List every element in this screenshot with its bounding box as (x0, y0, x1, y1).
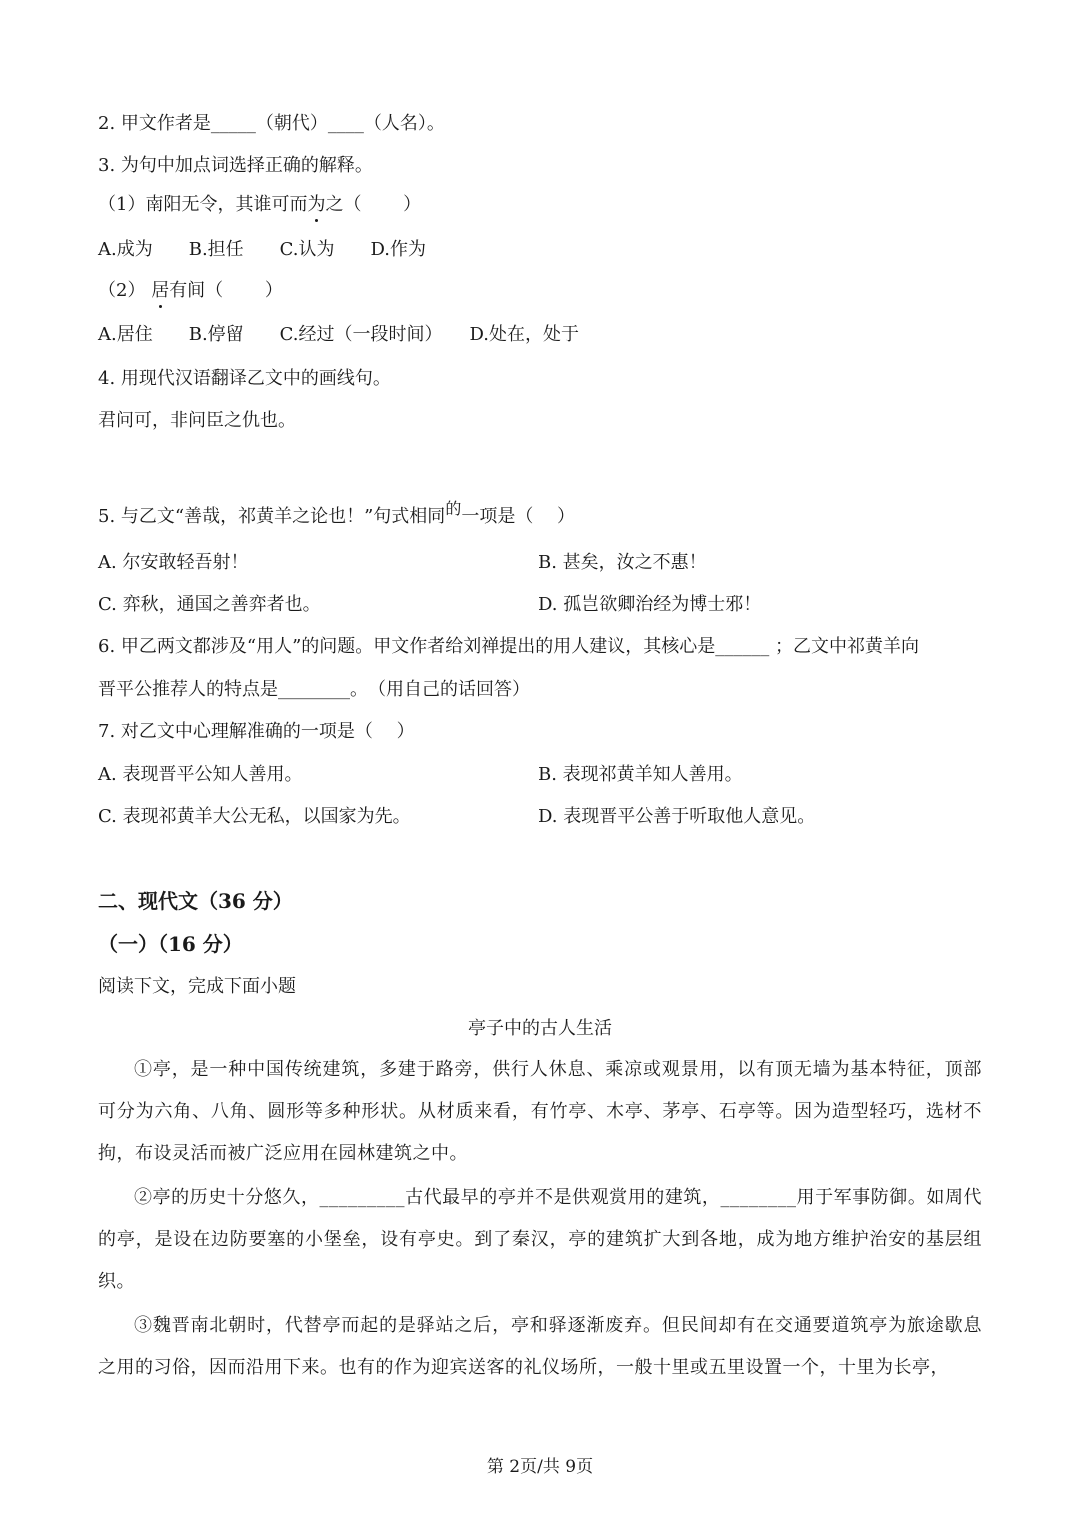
question-5-option-d: D. 孤岂欲卿治经为博士邪！ (538, 594, 762, 615)
question-3-sub-2 (98, 279, 283, 303)
reading-instruction: 阅读下文，完成下面小题 (98, 976, 296, 997)
q3-s2-post: 有间（ ） (169, 280, 283, 301)
question-7-option-a: A. 表现晋平公知人善用。 (98, 764, 303, 785)
article-paragraph-3: ③魏晋南北朝时，代替亭而起的是驿站之后，亭和驿逐渐废弃。但民间却有在交通要道筑亭为旅途歇息之用的习俗，因而沿用下来。也有的作为迎宾送客的礼仪场所，一般十里或五里设置一个，十里为长亭， (98, 1315, 982, 1378)
dotted-word: 为 (307, 194, 326, 215)
question-3-stem: 3. 为句中加点词选择正确的解释。 (98, 155, 373, 176)
question-6-line-2: 晋平公推荐人的特点是________。 （用自己的话回答） (98, 679, 530, 700)
question-6-line-1: 6. 甲乙两文都涉及“用人”的问题。甲文作者给刘禅提出的用人建议，其核心是______ ；乙文中祁黄羊向 (98, 636, 920, 657)
question-5-option-c: C. 弈秋，通国之善弈者也。 (98, 594, 321, 615)
question-7-stem: 7. 对乙文中心理解准确的一项是（ ） (98, 721, 415, 742)
article-title: 亭子中的古人生活 (468, 1018, 612, 1039)
question-5-option-a: A. 尔安敢轻吾射！ (98, 552, 249, 573)
question-3-sub-1-options: A.成为 B.担任 C.认为 D.作为 (98, 239, 427, 260)
question-7-option-b: B. 表现祁黄羊知人善用。 (538, 764, 743, 785)
question-2: 2. 甲文作者是_____（朝代）____（人名）。 (98, 113, 445, 134)
q3-s1-post: 之（ ） (325, 194, 422, 215)
q3-s1-pre: （1）南阳无令，其谁可而 (98, 194, 308, 215)
question-4-sentence: 君问可，非问臣之仇也。 (98, 410, 296, 431)
question-5-option-b: B. 甚矣，汝之不惠！ (538, 552, 707, 573)
question-7-option-c: C. 表现祁黄羊大公无私，以国家为先。 (98, 806, 411, 827)
dotted-word: 居 (151, 280, 170, 301)
question-3-sub-2-options: A.居住 B.停留 C.经过（一段时间） D.处在，处于 (98, 324, 580, 345)
question-5-stem (98, 499, 576, 529)
question-4-stem: 4. 用现代汉语翻译乙文中的画线句。 (98, 368, 391, 389)
page-footer: 第 2页/共 9页 (486, 1457, 594, 1477)
question-7-option-d: D. 表现晋平公善于听取他人意见。 (538, 806, 816, 827)
q5-stem-sup: 的 (445, 499, 462, 518)
q3-s2-pre: （2） (98, 280, 152, 301)
article-paragraph-2: ②亭的历史十分悠久，_________古代最早的亭并不是供观赏用的建筑，________用于军事防御。如周代的亭，是设在边防要塞的小堡垒，设有亭史。到了秦汉，亭的建筑扩大到各地，成为地方维护治安的基层组织。 (98, 1187, 982, 1292)
question-3-sub-1 (98, 193, 421, 217)
section-2-subtitle: （一）（16 分） (98, 932, 243, 956)
section-2-title: 二、现代文（36 分） (98, 889, 293, 913)
q5-stem-pre: 5. 与乙文“善哉，祁黄羊之论也！”句式相同 (98, 506, 446, 527)
article-paragraph-1: ①亭，是一种中国传统建筑，多建于路旁，供行人休息、乘凉或观景用，以有顶无墙为基本特征，顶部可分为六角、八角、圆形等多种形状。从材质来看，有竹亭、木亭、茅亭、石亭等。因为造型轻巧，选材不拘，布设灵活而被广泛应用在园林建筑之中。 (98, 1059, 982, 1164)
q5-stem-post: 一项是（ ） (461, 506, 576, 527)
